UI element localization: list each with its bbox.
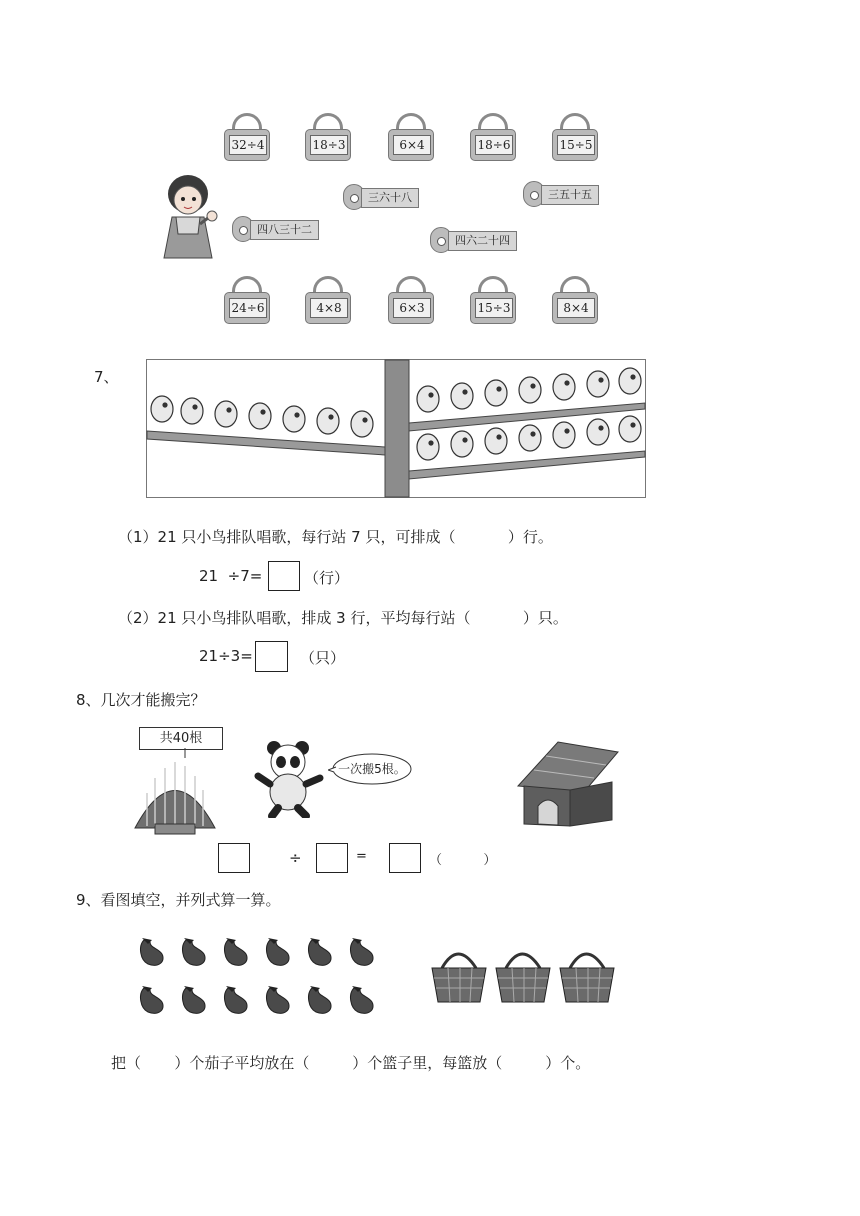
q7-part2-unit: （只） [300,649,346,667]
girl-illustration [150,172,230,260]
q7-part2-equation: 21÷3= [199,647,253,665]
division-sign: ÷ [289,849,302,867]
lock: 15÷3 [470,276,516,324]
q7-part1-equation: 21 ÷7= [199,567,263,585]
equals-sign: = [356,849,367,864]
q9-fill-sentence: 把（ ）个茄子平均放在（ ）个篮子里，每篮放（ ）个。 [111,1054,591,1072]
eggplants-illustration [136,934,380,1018]
q8-title: 8、几次才能搬完？ [76,691,206,709]
panda-illustration [252,738,332,818]
lock: 8×4 [552,276,598,324]
lock: 6×4 [388,113,434,161]
lock: 18÷6 [470,113,516,161]
q7-part2-text: （2）21 只小鸟排队唱歌，排成 3 行，平均每行站（ ）只。 [118,609,568,627]
unit-blank: （ ） [429,853,497,868]
q7-part1-unit: （行） [304,569,350,587]
baskets-illustration [430,944,616,1006]
question-number: 7、 [94,368,119,386]
lock: 18÷3 [305,113,351,161]
answer-box[interactable] [255,641,288,672]
bamboo-pile-illustration [125,748,225,836]
bamboo-count-sign: 共40根 [139,727,223,750]
answer-box[interactable] [268,561,300,591]
lock: 15÷5 [552,113,598,161]
birds-on-branches-image [146,359,646,498]
speech-bubble-text: 一次搬5根。 [338,762,406,776]
answer-box[interactable] [316,843,348,873]
lock: 24÷6 [224,276,270,324]
q9-title: 9、看图填空，并列式算一算。 [76,891,281,909]
lock: 6×3 [388,276,434,324]
answer-box[interactable] [389,843,421,873]
q7-part1-text: （1）21 只小鸟排队唱歌，每行站 7 只，可排成（ ）行。 [118,528,553,546]
doghouse-illustration [514,738,622,828]
lock: 4×8 [305,276,351,324]
answer-box[interactable] [218,843,250,873]
lock: 32÷4 [224,113,270,161]
